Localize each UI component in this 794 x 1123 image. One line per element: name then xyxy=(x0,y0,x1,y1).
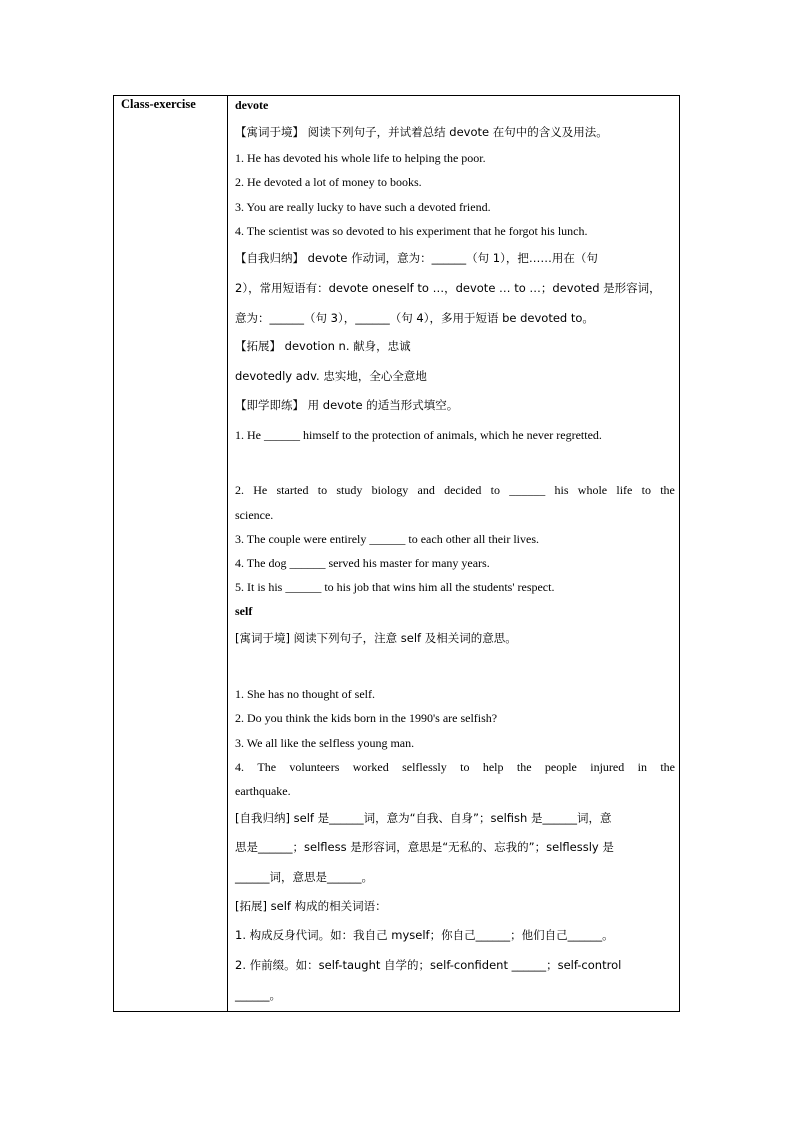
text-line: [自我归纳] self 是______词，意为“自我、自身”；selfish 是______词，意 xyxy=(235,811,612,825)
word: worked xyxy=(352,760,389,774)
word: to xyxy=(460,760,470,774)
word: injured xyxy=(590,760,625,774)
word: He xyxy=(253,483,268,497)
word: the xyxy=(660,760,675,774)
text-line: 1. He ______ himself to the protection of animals, which he never regretted. xyxy=(235,428,602,442)
word: 4. xyxy=(235,760,244,774)
text-line: 2. Do you think the kids born in the 1990's are selfish? xyxy=(235,711,498,725)
word: to xyxy=(317,483,328,497)
text-line: 2），常用短语有：devote oneself to …，devote … to …；devoted 是形容词， xyxy=(235,281,661,295)
text-line: 4. The scientist was so devoted to his experiment that he forgot his lunch. xyxy=(235,224,588,238)
text-line: devotedly adv. 忠实地，全心全意地 xyxy=(235,369,427,383)
word: decided xyxy=(444,483,482,497)
word: life xyxy=(616,483,633,497)
text-line: ______词，意思是______。 xyxy=(235,870,373,884)
word: selflessly xyxy=(402,760,447,774)
text-line: 【拓展】 devotion n. 献身，忠诚 xyxy=(235,339,411,353)
text-line: [拓展] self 构成的相关词语： xyxy=(235,899,387,913)
text-line: 3. You are really lucky to have such a devoted friend. xyxy=(235,200,491,214)
text-line xyxy=(235,482,675,498)
word: whole xyxy=(577,483,608,497)
word: and xyxy=(417,483,435,497)
word: volunteers xyxy=(289,760,340,774)
word: The xyxy=(257,760,277,774)
text-line: science. xyxy=(235,508,274,522)
word: ______ xyxy=(509,483,546,497)
word: the xyxy=(516,760,532,774)
text-line: 2. 作前缀。如：self-taught 自学的；self-confident ______；self-control xyxy=(235,958,622,972)
left-column-label: Class-exercise xyxy=(121,97,196,111)
word: help xyxy=(482,760,504,774)
word: 2. xyxy=(235,483,244,497)
text-line: 1. He has devoted his whole life to helping the poor. xyxy=(235,151,486,165)
text-line: 1. 构成反身代词。如：我自己 myself；你自己______；他们自己______。 xyxy=(235,928,614,942)
text-line xyxy=(235,759,675,775)
text-line: 3. The couple were entirely ______ to each other all their lives. xyxy=(235,532,540,546)
text-line: 【即学即练】 用 devote 的适当形式填空。 xyxy=(235,398,459,412)
text-line: 意为：______（句 3），______（句 4），多用于短语 be devoted to。 xyxy=(235,311,594,325)
word: started xyxy=(276,483,309,497)
text-line: 5. It is his ______ to his job that wins him all the students' respect. xyxy=(235,580,555,594)
word: biology xyxy=(371,483,409,497)
word: people xyxy=(544,760,577,774)
column-divider xyxy=(227,95,228,1012)
text-line: 思是______；selfless 是形容词，意思是“无私的、忘我的”；selflessly 是 xyxy=(235,840,614,854)
text-line: self xyxy=(235,604,253,618)
text-line: earthquake. xyxy=(235,784,291,798)
word: study xyxy=(336,483,363,497)
text-line: 【寓词于境】 阅读下列句子，并试着总结 devote 在句中的含义及用法。 xyxy=(235,125,608,139)
text-line: 1. She has no thought of self. xyxy=(235,687,375,701)
word: in xyxy=(637,760,647,774)
text-line: 4. The dog ______ served his master for many years. xyxy=(235,556,490,570)
text-line: devote xyxy=(235,98,269,112)
text-line: ______。 xyxy=(235,988,281,1002)
text-line: 【自我归纳】 devote 作动词，意为：______（句 1），把……用在（句 xyxy=(235,251,598,265)
word: to xyxy=(641,483,651,497)
text-line: [寓词于境] 阅读下列句子，注意 self 及相关词的意思。 xyxy=(235,631,517,645)
word: the xyxy=(660,483,675,497)
text-line: 3. We all like the selfless young man. xyxy=(235,736,415,750)
text-line: 2. He devoted a lot of money to books. xyxy=(235,175,422,189)
word: his xyxy=(554,483,569,497)
word: to xyxy=(490,483,501,497)
